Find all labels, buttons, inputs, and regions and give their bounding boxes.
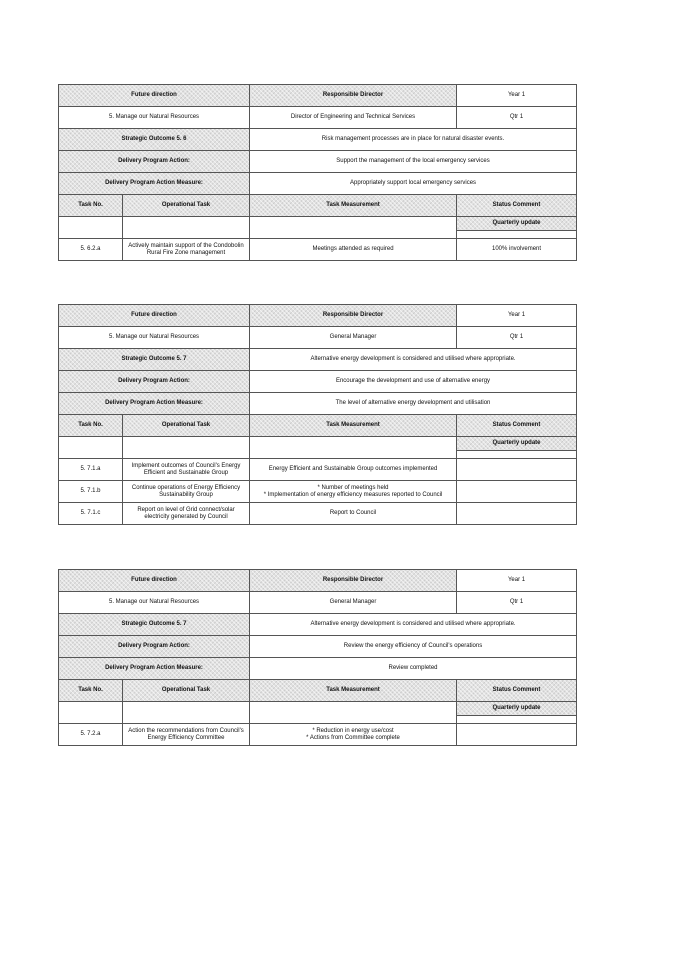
task-row xyxy=(59,481,577,503)
delivery-measure-label: Delivery Program Action Measure: xyxy=(59,658,250,680)
task-row xyxy=(59,724,577,746)
task-measurement-header: Task Measurement xyxy=(250,415,457,437)
responsible-director-header: Responsible Director xyxy=(250,85,457,107)
future-direction-value: 5. Manage our Natural Resources xyxy=(59,592,250,614)
delivery-action-value: Support the management of the local emergency services xyxy=(250,151,577,173)
future-direction-value: 5. Manage our Natural Resources xyxy=(59,107,250,129)
future-direction-header: Future direction xyxy=(59,305,250,327)
task-no-header: Task No. xyxy=(59,680,123,702)
task-number: 5. 7.1.a xyxy=(59,459,123,481)
quarter-label: Qtr 1 xyxy=(457,327,577,349)
delivery-measure-value: Review completed xyxy=(250,658,577,680)
task-number: 5. 7.1.c xyxy=(59,503,123,525)
strategic-outcome-title: Strategic Outcome 5. 6 xyxy=(59,129,250,151)
strategic-outcome-description: Risk management processes are in place for natural disaster events. xyxy=(250,129,577,151)
year-label: Year 1 xyxy=(457,85,577,107)
action-plan-table xyxy=(58,569,577,746)
delivery-measure-label: Delivery Program Action Measure: xyxy=(59,173,250,195)
status-comment xyxy=(457,724,577,746)
task-measurement: Meetings attended as required xyxy=(250,239,457,261)
task-number: 5. 6.2.a xyxy=(59,239,123,261)
delivery-measure-value: Appropriately support local emergency services xyxy=(250,173,577,195)
delivery-action-label: Delivery Program Action: xyxy=(59,636,250,658)
quarterly-update-cell xyxy=(457,217,577,239)
task-measurement-header: Task Measurement xyxy=(250,680,457,702)
status-comment xyxy=(457,459,577,481)
blank-cell xyxy=(59,437,123,459)
blank-cell xyxy=(59,217,123,239)
operational-task: Report on level of Grid connect/solar electricity generated by Council xyxy=(123,503,250,525)
operational-task: Implement outcomes of Council's Energy Efficient and Sustainable Group xyxy=(123,459,250,481)
status-comment-header: Status Comment xyxy=(457,195,577,217)
future-direction-value: 5. Manage our Natural Resources xyxy=(59,327,250,349)
task-row xyxy=(59,459,577,481)
responsible-director-value: Director of Engineering and Technical Services xyxy=(250,107,457,129)
action-plan-table xyxy=(58,84,577,261)
task-measurement: * Number of meetings held * Implementation of energy efficiency measures reported to Council xyxy=(250,481,457,503)
operational-task-header: Operational Task xyxy=(123,415,250,437)
responsible-director-value: General Manager xyxy=(250,327,457,349)
delivery-action-label: Delivery Program Action: xyxy=(59,151,250,173)
quarter-label: Qtr 1 xyxy=(457,107,577,129)
task-no-header: Task No. xyxy=(59,415,123,437)
responsible-director-header: Responsible Director xyxy=(250,570,457,592)
strategic-outcome-title: Strategic Outcome 5. 7 xyxy=(59,349,250,371)
operational-task-header: Operational Task xyxy=(123,680,250,702)
task-measurement: Report to Council xyxy=(250,503,457,525)
task-measurement: Energy Efficient and Sustainable Group outcomes implemented xyxy=(250,459,457,481)
blank-cell xyxy=(123,217,250,239)
strategic-outcome-description: Alternative energy development is considered and utilised where appropriate. xyxy=(250,614,577,636)
action-plan-table xyxy=(58,304,577,525)
strategic-outcome-title: Strategic Outcome 5. 7 xyxy=(59,614,250,636)
blank-cell xyxy=(123,702,250,724)
task-row xyxy=(59,239,577,261)
blank-cell xyxy=(250,437,457,459)
status-comment: 100% involvement xyxy=(457,239,577,261)
status-comment-header: Status Comment xyxy=(457,680,577,702)
quarterly-update-label: Quarterly update xyxy=(457,702,576,716)
delivery-action-value: Encourage the development and use of alternative energy xyxy=(250,371,577,393)
status-comment-header: Status Comment xyxy=(457,415,577,437)
quarterly-update-cell xyxy=(457,437,577,459)
task-measurement-header: Task Measurement xyxy=(250,195,457,217)
operational-task: Continue operations of Energy Efficiency Sustainability Group xyxy=(123,481,250,503)
future-direction-header: Future direction xyxy=(59,85,250,107)
quarterly-update-label: Quarterly update xyxy=(457,217,576,231)
year-label: Year 1 xyxy=(457,305,577,327)
operational-task: Action the recommendations from Council's Energy Efficiency Committee xyxy=(123,724,250,746)
status-comment xyxy=(457,503,577,525)
blank-cell xyxy=(250,702,457,724)
quarterly-update-cell xyxy=(457,702,577,724)
delivery-action-label: Delivery Program Action: xyxy=(59,371,250,393)
blank-cell xyxy=(59,702,123,724)
responsible-director-header: Responsible Director xyxy=(250,305,457,327)
status-comment xyxy=(457,481,577,503)
future-direction-header: Future direction xyxy=(59,570,250,592)
task-number: 5. 7.2.a xyxy=(59,724,123,746)
blank-cell xyxy=(250,217,457,239)
operational-task-header: Operational Task xyxy=(123,195,250,217)
task-no-header: Task No. xyxy=(59,195,123,217)
delivery-measure-label: Delivery Program Action Measure: xyxy=(59,393,250,415)
strategic-outcome-description: Alternative energy development is considered and utilised where appropriate. xyxy=(250,349,577,371)
delivery-measure-value: The level of alternative energy development and utilisation xyxy=(250,393,577,415)
task-row xyxy=(59,503,577,525)
quarterly-update-label: Quarterly update xyxy=(457,437,576,451)
task-number: 5. 7.1.b xyxy=(59,481,123,503)
responsible-director-value: General Manager xyxy=(250,592,457,614)
year-label: Year 1 xyxy=(457,570,577,592)
task-measurement: * Reduction in energy use/cost * Actions from Committee complete xyxy=(250,724,457,746)
blank-cell xyxy=(123,437,250,459)
operational-task: Actively maintain support of the Condobolin Rural Fire Zone management xyxy=(123,239,250,261)
quarter-label: Qtr 1 xyxy=(457,592,577,614)
delivery-action-value: Review the energy efficiency of Council's operations xyxy=(250,636,577,658)
